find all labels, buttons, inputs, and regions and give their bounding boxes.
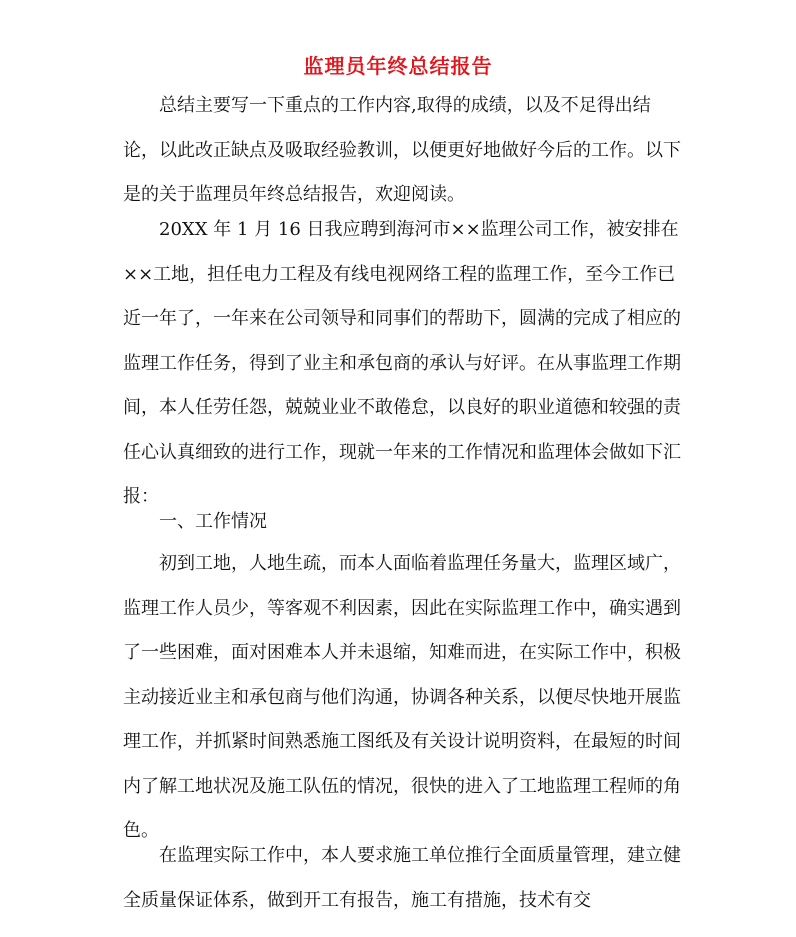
paragraph-background: 20XX 年 1 月 16 日我应聘到海河市××监理公司工作，被安排在××工地，担任电力工程及有线电视网络工程的监理工作，至今工作已近一年了，一年来在公司领导和同事们的帮助下，圆满的完成了相应的监理工作任务，得到了业主和承包商的承认与好评。在从事监理工作期间，本人任劳任怨，兢兢业业不敢倦怠，以良好的职业道德和较强的责任心认真细致的进行工作，现就一年来的工作情况和监理体会做如下汇报： xyxy=(123,219,681,507)
paragraph-quality-management: 在监理实际工作中，本人要求施工单位推行全面质量管理，建立健全质量保证体系，做到开工有报告，施工有措施，技术有交 xyxy=(123,845,681,911)
paragraph-work-situation: 初到工地，人地生疏，而本人面临着监理任务量大，监理区域广，监理工作人员少，等客观不利因素，因此在实际监理工作中，确实遇到了一些困难，面对困难本人并未退缩，知难而进，在实际工作中，积极主动接近业主和承包商与他们沟通，协调各种关系，以便尽快地开展监理工作，并抓紧时间熟悉施工图纸及有关设计说明资料，在最短的时间内了解工地状况及施工队伍的情况，很快的进入了工地监理工程师的角色。 xyxy=(123,553,681,841)
section-heading: 一、工作情况 xyxy=(159,511,267,532)
paragraph-intro: 总结主要写一下重点的工作内容,取得的成绩，以及不足得出结论，以此改正缺点及吸取经验教训，以便更好地做好今后的工作。以下是的关于监理员年终总结报告，欢迎阅读。 xyxy=(123,95,681,205)
document-title: 监理员年终总结报告 xyxy=(303,54,493,78)
